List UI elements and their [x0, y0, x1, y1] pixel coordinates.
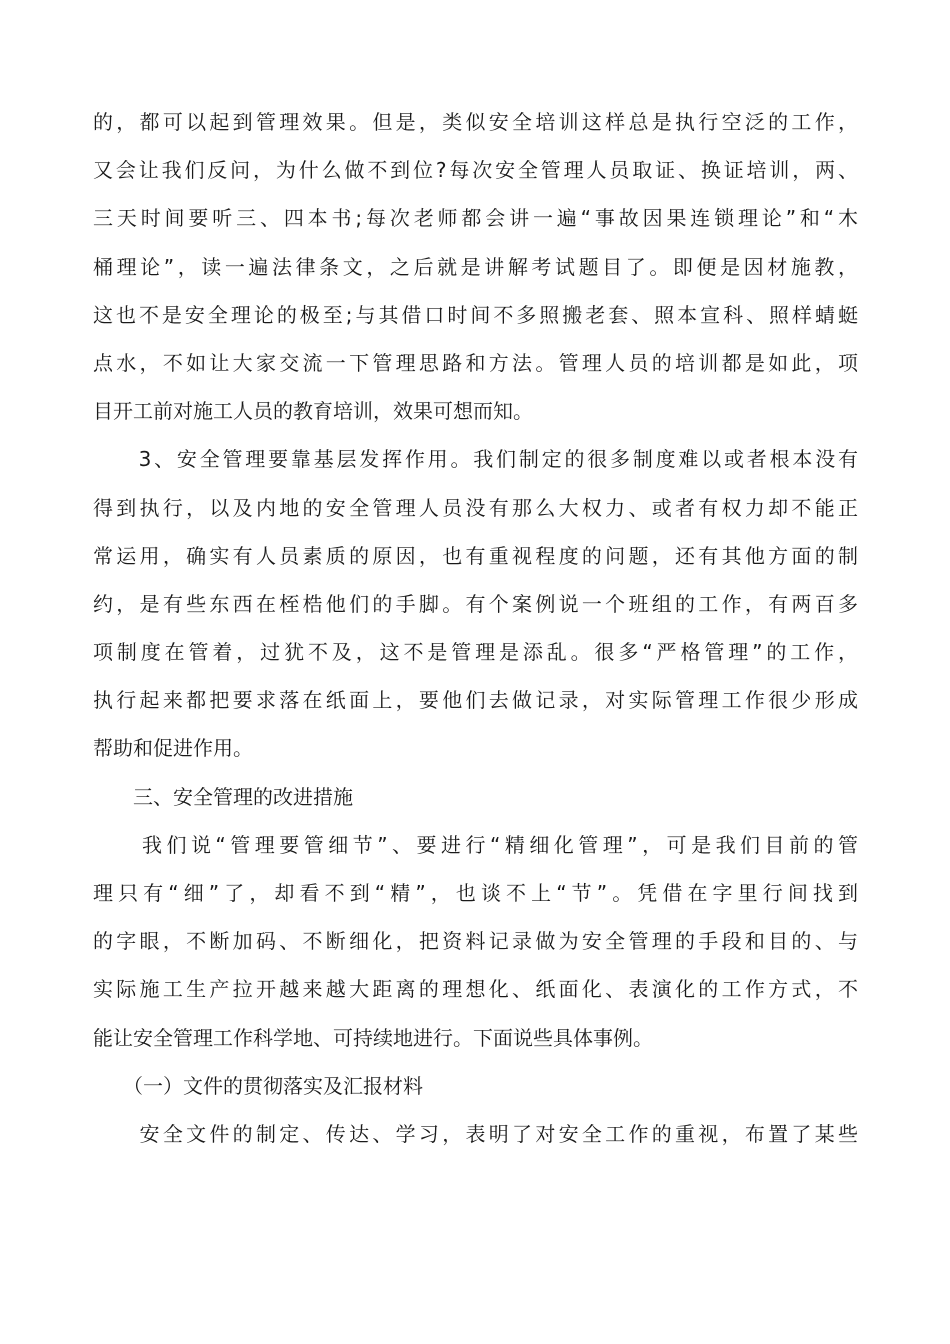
text-line: 又会让我们反问，为什么做不到位?每次安全管理人员取证、换证培训，两、	[93, 158, 858, 183]
paragraph	[93, 773, 858, 821]
text-line: 能让安全管理工作科学地、可持续地进行。下面说些具体事例。	[93, 1025, 653, 1050]
text-line: 的字眼，不断加码、不断细化，把资料记录做为安全管理的手段和目的、与	[93, 929, 858, 954]
text-line: 理只有“细”了，却看不到“精”，也谈不上“节”。凭借在字里行间找到	[93, 881, 858, 905]
paragraph	[93, 1062, 858, 1110]
paragraph	[93, 821, 858, 1062]
text-line: 桶理论”，读一遍法律条文，之后就是讲解考试题目了。即便是因材施教，	[93, 254, 858, 279]
text-line: 点水，不如让大家交流一下管理思路和方法。管理人员的培训都是如此，项	[93, 350, 858, 375]
paragraph	[93, 1110, 858, 1158]
text-line: 项制度在管着，过犹不及，这不是管理是添乱。很多“严格管理”的工作，	[93, 640, 858, 665]
text-line: 得到执行，以及内地的安全管理人员没有那么大权力、或者有权力却不能正	[93, 495, 858, 520]
text-line: 安全文件的制定、传达、学习，表明了对安全工作的重视，布置了某些	[93, 1121, 858, 1146]
document-body	[93, 98, 858, 1158]
text-line: 的，都可以起到管理效果。但是，类似安全培训这样总是执行空泛的工作，	[93, 110, 858, 134]
paragraph	[93, 98, 858, 435]
text-line: 我们说“管理要管细节”、要进行“精细化管理”，可是我们目前的管	[93, 832, 858, 857]
text-line: 实际施工生产拉开越来越大距离的理想化、纸面化、表演化的工作方式，不	[93, 977, 858, 1002]
text-line: 帮助和促进作用。	[93, 736, 253, 761]
paragraph	[93, 435, 858, 772]
text-line: （一）文件的贯彻落实及汇报材料	[93, 1073, 423, 1098]
text-line: 三、安全管理的改进措施	[93, 784, 353, 809]
text-line: 常运用，确实有人员素质的原因，也有重视程度的问题，还有其他方面的制	[93, 543, 858, 568]
text-line: 目开工前对施工人员的教育培训，效果可想而知。	[93, 399, 533, 424]
text-line: 三天时间要听三、四本书;每次老师都会讲一遍“事故因果连锁理论”和“木	[93, 206, 858, 231]
text-line: 约，是有些东西在桎梏他们的手脚。有个案例说一个班组的工作，有两百多	[93, 591, 858, 616]
text-line: 3、安全管理要靠基层发挥作用。我们制定的很多制度难以或者根本没有	[93, 447, 858, 472]
text-line: 执行起来都把要求落在纸面上，要他们去做记录，对实际管理工作很少形成	[93, 688, 858, 713]
text-line: 这也不是安全理论的极至;与其借口时间不多照搬老套、照本宣科、照样蜻蜓	[93, 302, 858, 327]
